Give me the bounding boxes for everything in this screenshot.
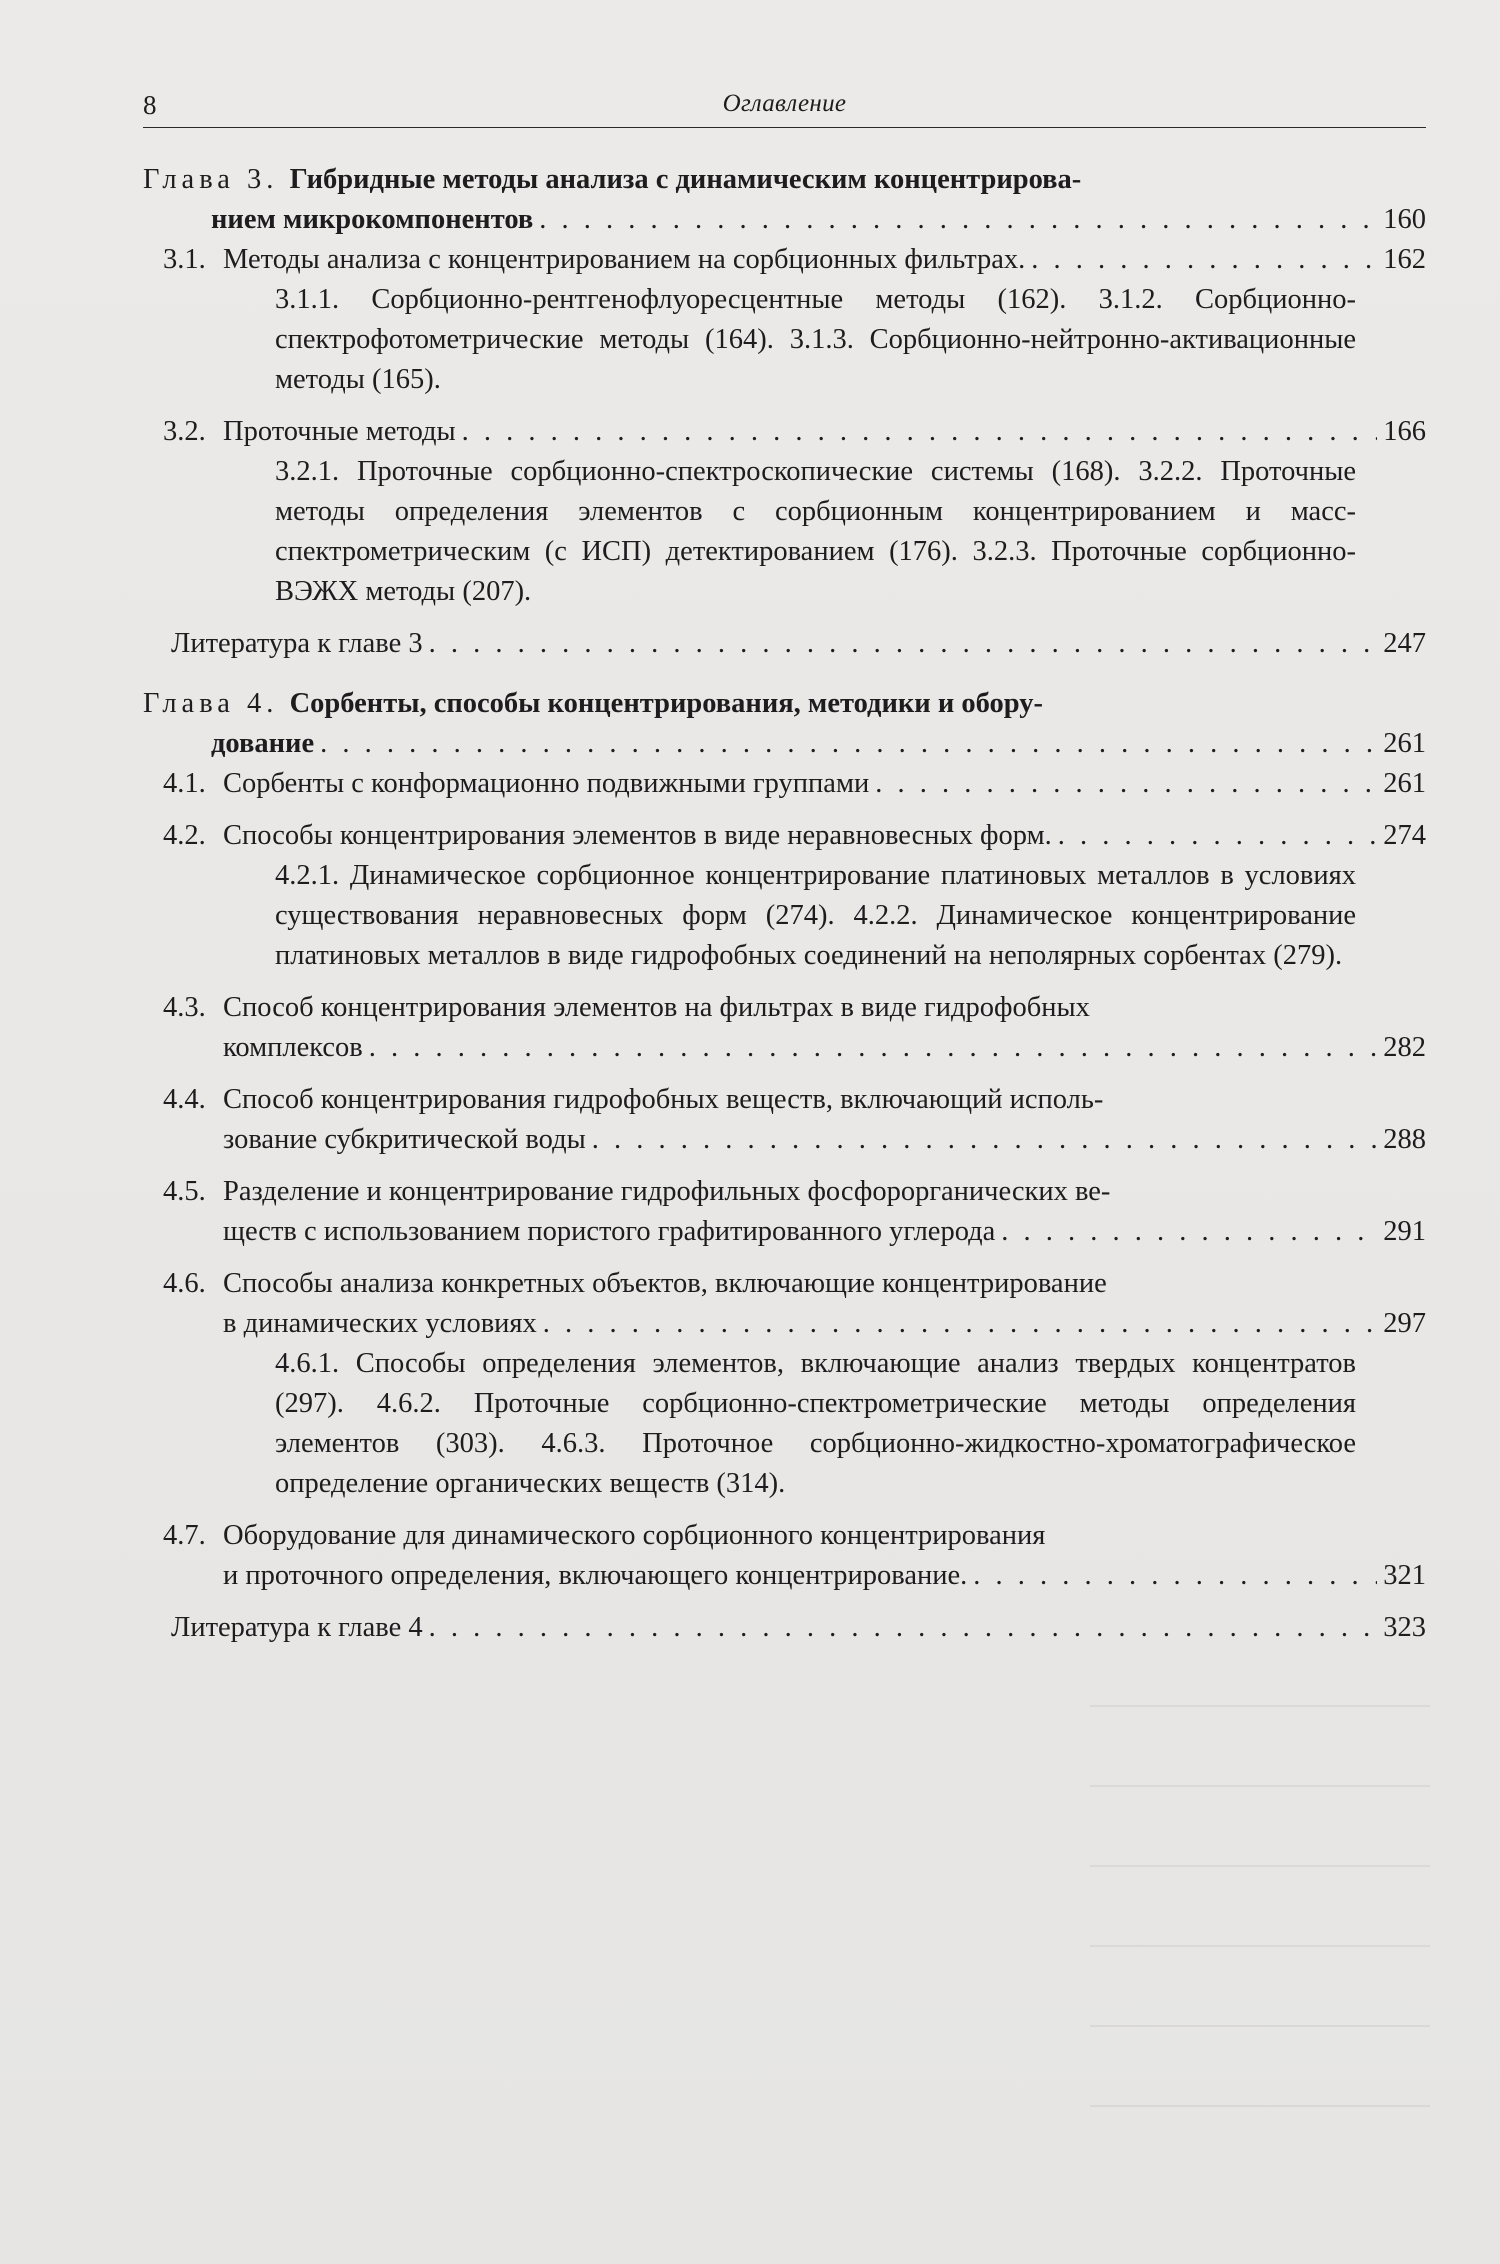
section-number: 4.1.	[163, 768, 206, 799]
section-number: 4.2.	[163, 820, 206, 851]
bleed-through-line	[1090, 2025, 1430, 2027]
toc-section-4-7[interactable]	[143, 1516, 1426, 1596]
chapter-prefix: Глава 3.	[143, 164, 279, 195]
page-ref: 297	[1383, 1308, 1426, 1339]
section-line	[223, 1556, 1426, 1596]
section-number: 3.2.	[163, 416, 206, 447]
section-title-cont: комплексов	[223, 1032, 363, 1063]
page-ref: 166	[1383, 416, 1426, 447]
literature-title: Литература к главе 4	[171, 1612, 423, 1643]
page-ref: 321	[1383, 1560, 1426, 1591]
chapter-4-heading	[143, 684, 1426, 724]
page-ref: 274	[1383, 820, 1426, 851]
chapter-title-cont: дование	[211, 728, 315, 759]
toc-section-4-6[interactable]	[143, 1264, 1426, 1504]
page-ref: 282	[1383, 1032, 1426, 1063]
page-ref: 323	[1383, 1612, 1426, 1643]
section-number: 3.1.	[163, 244, 206, 275]
toc-entry-chapter-4[interactable]	[143, 724, 1426, 764]
section-line	[223, 1028, 1426, 1068]
page-ref: 162	[1383, 244, 1426, 275]
section-line	[223, 412, 1426, 452]
subsections: 3.2.1. Проточные сорбционно-спектроскопические системы (168). 3.2.2. Проточные методы определения элементов с сорбционным концентрированием и масс-спектрометрическим (с ИСП) детектированием (176). 3.2.3. Проточные сорбционно-ВЭЖХ методы (207).	[275, 456, 1356, 607]
subsections: 4.2.1. Динамическое сорбционное концентрирование платиновых металлов в условиях существования неравновесных форм (274). 4.2.2. Динамическое концентрирование платиновых металлов в виде гидрофобных соединений на неполярных сорбентах (279).	[275, 860, 1356, 971]
section-title-cont: и проточного определения, включающего концентрирование.	[223, 1560, 968, 1591]
dot-leader	[973, 1556, 1377, 1596]
dot-leader	[462, 412, 1378, 452]
dot-leader	[1031, 240, 1377, 280]
page-header	[143, 86, 1426, 126]
section-line	[223, 816, 1426, 856]
dot-leader	[429, 624, 1378, 664]
dot-leader	[539, 200, 1377, 240]
section-title: Методы анализа с концентрированием на сорбционных фильтрах.	[223, 244, 1026, 275]
section-title: Проточные методы	[223, 416, 456, 447]
dot-leader	[875, 764, 1377, 804]
toc-section-3-2[interactable]	[143, 412, 1426, 612]
bleed-through-line	[1090, 1865, 1430, 1867]
dot-leader	[429, 1608, 1378, 1648]
section-title: Оборудование для динамического сорбционного концентрирования	[223, 1520, 1046, 1551]
section-title: Способы концентрирования элементов в виде неравновесных форм.	[223, 820, 1052, 851]
toc-entry-chapter-3[interactable]	[143, 200, 1426, 240]
toc-literature-4[interactable]	[143, 1608, 1426, 1648]
section-title-cont: зование субкритической воды	[223, 1124, 586, 1155]
section-title-cont: ществ с использованием пористого графитированного углерода	[223, 1216, 996, 1247]
page-number: 8	[143, 90, 157, 120]
section-title: Разделение и концентрирование гидрофильных фосфорорганических ве-	[223, 1176, 1111, 1207]
section-number: 4.7.	[163, 1520, 206, 1551]
header-rule	[143, 127, 1426, 128]
chapter-prefix: Глава 4.	[143, 688, 279, 719]
toc-section-4-1[interactable]	[143, 764, 1426, 804]
section-title-cont: в динамических условиях	[223, 1308, 537, 1339]
section-line	[223, 764, 1426, 804]
page-ref: 288	[1383, 1124, 1426, 1155]
subsections: 3.1.1. Сорбционно-рентгенофлуоресцентные методы (162). 3.1.2. Сорбционно-спектрофотометрические методы (164). 3.1.3. Сорбционно-нейтронно-активационные методы (165).	[275, 284, 1356, 395]
page-ref: 160	[1383, 204, 1426, 235]
running-title: Оглавление	[722, 90, 847, 117]
toc-section-4-2[interactable]	[143, 816, 1426, 976]
bleed-through-line	[1090, 1945, 1430, 1947]
dot-leader	[320, 724, 1377, 764]
bleed-through-line	[1090, 1785, 1430, 1787]
chapter-title-cont: нием микрокомпонентов	[211, 204, 534, 235]
dot-leader	[543, 1304, 1377, 1344]
page-ref: 247	[1383, 628, 1426, 659]
dot-leader	[1058, 816, 1377, 856]
section-line	[223, 1304, 1426, 1344]
section-number: 4.4.	[163, 1084, 206, 1115]
section-line	[223, 1212, 1426, 1252]
section-title: Способ концентрирования элементов на фильтрах в виде гидрофобных	[223, 992, 1090, 1023]
literature-title: Литература к главе 3	[171, 628, 423, 659]
section-number: 4.6.	[163, 1268, 206, 1299]
toc-section-4-3[interactable]	[143, 988, 1426, 1068]
bleed-through-line	[1090, 2105, 1430, 2107]
section-title: Способы анализа конкретных объектов, включающие концентрирование	[223, 1268, 1107, 1299]
dot-leader	[369, 1028, 1377, 1068]
chapter-title: Сорбенты, способы концентрирования, методики и обору-	[289, 688, 1043, 719]
page-ref: 291	[1383, 1216, 1426, 1247]
toc-section-4-4[interactable]	[143, 1080, 1426, 1160]
toc-section-3-1[interactable]	[143, 240, 1426, 400]
chapter-title: Гибридные методы анализа с динамическим концентрирова-	[289, 164, 1082, 195]
section-number: 4.3.	[163, 992, 206, 1023]
section-line	[223, 240, 1426, 280]
section-title: Способ концентрирования гидрофобных веществ, включающий исполь-	[223, 1084, 1104, 1115]
toc-section-4-5[interactable]	[143, 1172, 1426, 1252]
dot-leader	[592, 1120, 1377, 1160]
toc-literature-3[interactable]	[143, 624, 1426, 664]
section-number: 4.5.	[163, 1176, 206, 1207]
page-ref: 261	[1383, 728, 1426, 759]
section-line	[223, 1120, 1426, 1160]
chapter-3-heading	[143, 160, 1426, 200]
bleed-through-line	[1090, 1705, 1430, 1707]
dot-leader	[1001, 1212, 1377, 1252]
page-ref: 261	[1383, 768, 1426, 799]
table-of-contents	[143, 160, 1426, 1648]
subsections: 4.6.1. Способы определения элементов, включающие анализ твердых концентратов (297). 4.6.2. Проточные сорбционно-спектрометрические методы определения элементов (303). 4.6.3. Проточное сорбционно-жидкостно-хроматографическое определение органических веществ (314).	[275, 1348, 1356, 1499]
section-title: Сорбенты с конформационно подвижными группами	[223, 768, 870, 799]
